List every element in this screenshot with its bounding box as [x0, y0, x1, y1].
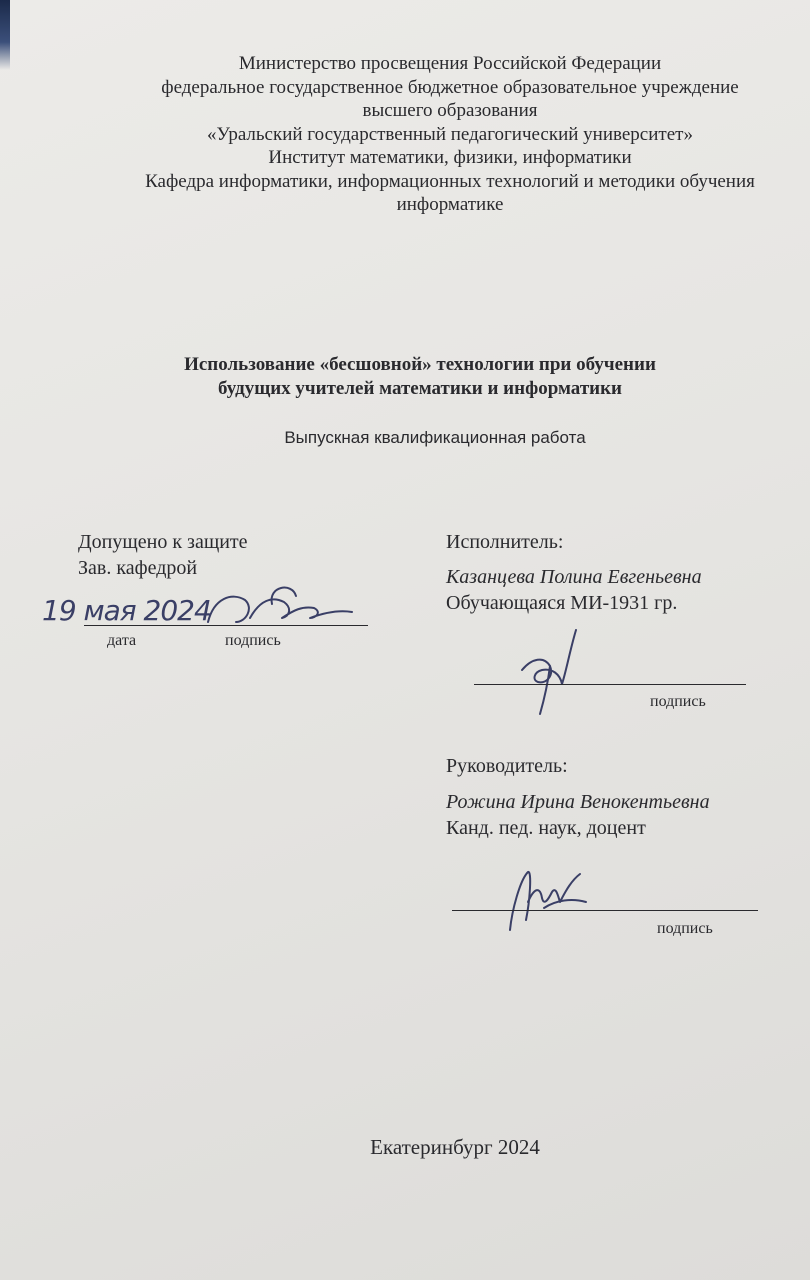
department-name-cont: информатике: [396, 194, 504, 215]
work-type: Выпускная квалификационная работа: [284, 428, 586, 447]
admission-signature-line: [84, 625, 368, 626]
thesis-title-line2: будущих учителей математики и информатики: [218, 378, 622, 399]
ministry-line: Министерство просвещения Российской Федерации: [238, 53, 662, 74]
supervisor-signature-line: [452, 910, 758, 911]
supervisor-title: Канд. пед. наук, доцент: [446, 817, 646, 839]
supervisor-signature-caption: подпись: [657, 920, 713, 937]
institution-header: [90, 52, 810, 217]
executor-signature: [510, 622, 600, 717]
education-level-line: высшего образования: [362, 100, 538, 121]
admission-label: Допущено к защите: [78, 531, 248, 553]
institute-name: Институт математики, физики, информатики: [268, 147, 632, 168]
executor-signature-caption: подпись: [650, 693, 706, 710]
executor-name: Казанцева Полина Евгеньевна: [446, 566, 702, 588]
date-caption: дата: [107, 632, 137, 649]
supervisor-label: Руководитель:: [446, 755, 568, 777]
head-signature-caption: подпись: [225, 632, 281, 649]
head-signature-stroke: [208, 597, 352, 622]
binder-edge: [0, 0, 10, 70]
executor-group: Обучающаяся МИ-1931 гр.: [446, 592, 678, 614]
supervisor-signature: [500, 860, 630, 940]
executor-signature-line: [474, 684, 746, 685]
admission-handwriting: [40, 588, 380, 638]
handwritten-date: 19 мая 2024: [42, 594, 211, 627]
thesis-title-line1: Использование «бесшовной» технологии при обучении: [184, 354, 656, 375]
head-of-department-label: Зав. кафедрой: [78, 557, 198, 579]
thesis-title: [100, 353, 740, 401]
institution-type-line: федеральное государственное бюджетное образовательное учреждение: [161, 76, 739, 98]
executor-label: Исполнитель:: [446, 531, 564, 553]
university-name: «Уральский государственный педагогический университет»: [207, 123, 693, 145]
department-name: Кафедра информатики, информационных технологий и методики обучения: [145, 170, 755, 192]
supervisor-name: Рожина Ирина Венокентьевна: [446, 791, 710, 813]
city-year: Екатеринбург 2024: [370, 1135, 540, 1159]
